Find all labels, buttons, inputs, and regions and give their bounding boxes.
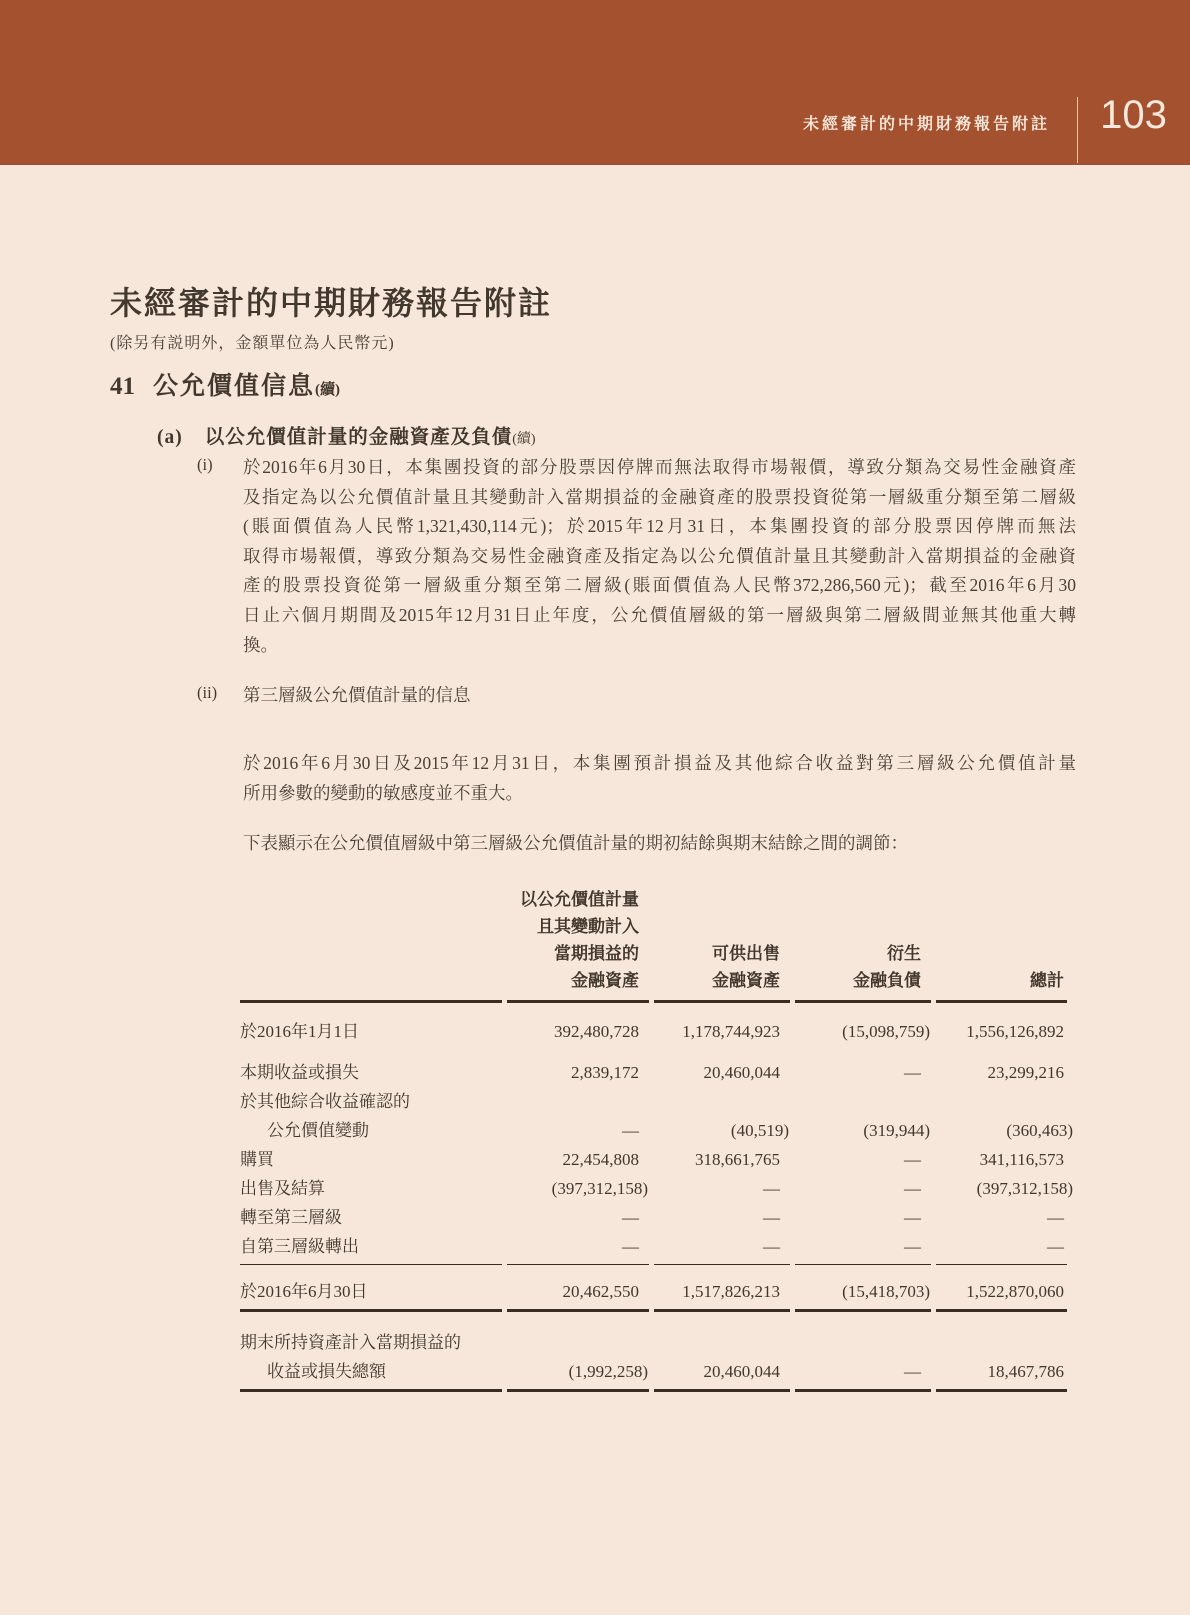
cell-value: (360,463) xyxy=(1006,1121,1073,1140)
document-title: 未經審計的中期財務報告附註 xyxy=(110,285,553,321)
row-label: 公允價值變動 xyxy=(267,1121,369,1140)
table-row xyxy=(240,1174,1067,1203)
note-item-i-label: (i) xyxy=(197,455,213,474)
section-number: 41 xyxy=(110,373,135,400)
cell-value: 20,460,044 xyxy=(703,1063,780,1082)
row-label: 本期收益或損失 xyxy=(240,1063,359,1082)
row-label: 於其他綜合收益確認的 xyxy=(240,1092,410,1111)
cell-value: — xyxy=(904,1208,921,1227)
row-label: 期末所持資產計入當期損益的 xyxy=(240,1333,461,1352)
section-continued-marker: (續) xyxy=(315,382,341,398)
cell-value: 392,480,728 xyxy=(554,1022,639,1041)
cell-value: (1,992,258) xyxy=(507,1357,649,1392)
table-row xyxy=(240,1145,1067,1174)
cell-value: (15,418,703) xyxy=(795,1265,931,1312)
cell-value: — xyxy=(622,1121,639,1140)
row-label: 自第三層級轉出 xyxy=(240,1232,502,1265)
sensitivity-paragraph xyxy=(243,749,1076,808)
page-number: 103 xyxy=(1100,93,1167,137)
cell-value: 1,178,744,923 xyxy=(682,1022,780,1041)
paragraph-line: 取得市場報價，導致分類為交易性金融資產及指定為以公允價值計量且其變動計入當期損益的金融資 xyxy=(243,545,1076,566)
cell-value: — xyxy=(507,1232,649,1265)
cell-value: 1,517,826,213 xyxy=(654,1265,790,1312)
cell-value: — xyxy=(904,1150,921,1169)
table-header xyxy=(240,856,1067,1003)
cell-value: 341,116,573 xyxy=(979,1150,1064,1169)
cell-value: (397,312,158) xyxy=(976,1179,1073,1198)
cell-value: — xyxy=(1047,1208,1064,1227)
row-label: 於2016年1月1日 xyxy=(240,1022,359,1041)
paragraph-line: 所用參數的變動的敏感度並不重大。 xyxy=(243,782,523,803)
table-row xyxy=(240,1046,1067,1087)
cell-value xyxy=(795,1087,931,1116)
cell-value: — xyxy=(654,1232,790,1265)
running-header-title: 未經審計的中期財務報告附註 xyxy=(802,116,1050,133)
table-row xyxy=(240,1116,1067,1145)
column-header: 衍生 金融負債 xyxy=(795,856,931,1003)
paragraph-line: 產的股票投資從第一層級重分類至第二層級(賬面價值為人民幣372,286,560元)；截至2016年6月30 xyxy=(243,575,1076,596)
row-label: 於2016年6月30日 xyxy=(240,1265,502,1312)
cell-value: — xyxy=(936,1232,1067,1265)
table-row xyxy=(240,1003,1067,1046)
table-row xyxy=(240,1232,1067,1265)
paragraph-line: 日止六個月期間及2015年12月31日止年度，公允價值層級的第一層級與第二層級間並無其他重大轉 xyxy=(243,604,1076,625)
paragraph-line: (賬面價值為人民幣1,321,430,114元)；於2015年12月31日，本集團投資的部分股票因停牌而無法 xyxy=(243,516,1076,537)
cell-value xyxy=(936,1312,1067,1357)
cell-value: 318,661,765 xyxy=(695,1150,780,1169)
cell-value: 18,467,786 xyxy=(936,1357,1067,1392)
column-header: 總計 xyxy=(936,856,1067,1003)
cell-value: — xyxy=(763,1179,780,1198)
column-header-empty xyxy=(240,856,502,1003)
row-label: 轉至第三層級 xyxy=(240,1208,342,1227)
cell-value: (397,312,158) xyxy=(551,1179,648,1198)
cell-value: — xyxy=(795,1357,931,1392)
table-row xyxy=(240,1265,1067,1312)
table-row xyxy=(240,1087,1067,1116)
cell-value: 22,454,808 xyxy=(562,1150,639,1169)
cell-value: (319,944) xyxy=(863,1121,930,1140)
table-row xyxy=(240,1312,1067,1357)
cell-value: 23,299,216 xyxy=(987,1063,1064,1082)
row-label: 購買 xyxy=(240,1150,274,1169)
table-intro-line: 下表顯示在公允價值層級中第三層級公允價值計量的期初結餘與期末結餘之間的調節： xyxy=(243,833,908,853)
cell-value xyxy=(654,1087,790,1116)
row-label: 收益或損失總額 xyxy=(240,1357,502,1392)
cell-value: (40,519) xyxy=(730,1121,789,1140)
paragraph-line: 及指定為以公允價值計量且其變動計入當期損益的金融資產的股票投資從第一層級重分類至第二層級 xyxy=(243,486,1076,507)
note-item-i-text xyxy=(243,453,1076,660)
cell-value: — xyxy=(904,1063,921,1082)
table-body xyxy=(240,1003,1073,1392)
cell-value: 1,556,126,892 xyxy=(966,1022,1064,1041)
cell-value xyxy=(936,1087,1067,1116)
note-item-ii-label: (ii) xyxy=(197,683,218,702)
cell-value xyxy=(795,1312,931,1357)
cell-value: — xyxy=(904,1179,921,1198)
cell-value xyxy=(507,1312,649,1357)
cell-value: — xyxy=(763,1208,780,1227)
cell-value: (15,098,759) xyxy=(842,1022,930,1041)
cell-value: — xyxy=(622,1208,639,1227)
table-row xyxy=(240,1203,1067,1232)
cell-value: 20,460,044 xyxy=(654,1357,790,1392)
subsection-a-heading xyxy=(157,421,536,449)
subsection-label: (a) xyxy=(157,427,183,448)
subsection-title: 以公允價值計量的金融資產及負債 xyxy=(204,427,513,448)
table-row xyxy=(240,1357,1067,1392)
level3-reconciliation-table xyxy=(235,856,1072,1392)
document-subtitle: (除另有説明外，金額單位為人民幣元) xyxy=(110,335,395,352)
cell-value: 20,462,550 xyxy=(507,1265,649,1312)
paragraph-line: 於2016年6月30日，本集團投資的部分股票因停牌而無法取得市場報價，導致分類為交易性金融資產 xyxy=(243,457,1076,477)
cell-value xyxy=(654,1312,790,1357)
section-title: 公允價值信息 xyxy=(153,373,316,400)
page-header-banner xyxy=(0,0,1190,165)
row-label: 出售及結算 xyxy=(240,1179,325,1198)
cell-value: 2,839,172 xyxy=(571,1063,639,1082)
note-item-ii-title: 第三層級公允價值計量的信息 xyxy=(243,685,471,705)
section-41-heading xyxy=(110,366,340,402)
column-header: 可供出售 金融資產 xyxy=(654,856,790,1003)
table-header-row xyxy=(240,856,1067,1003)
cell-value: — xyxy=(795,1232,931,1265)
paragraph-line: 於2016年6月30日及2015年12月31日，本集團預計損益及其他綜合收益對第三層級公允價值計量 xyxy=(243,753,1076,773)
subsection-continued-marker: (續) xyxy=(512,432,536,447)
cell-value xyxy=(507,1087,649,1116)
column-header: 以公允價值計量 且其變動計入 當期損益的 金融資產 xyxy=(507,856,649,1003)
cell-value: 1,522,870,060 xyxy=(936,1265,1067,1312)
paragraph-line: 換。 xyxy=(243,634,278,655)
